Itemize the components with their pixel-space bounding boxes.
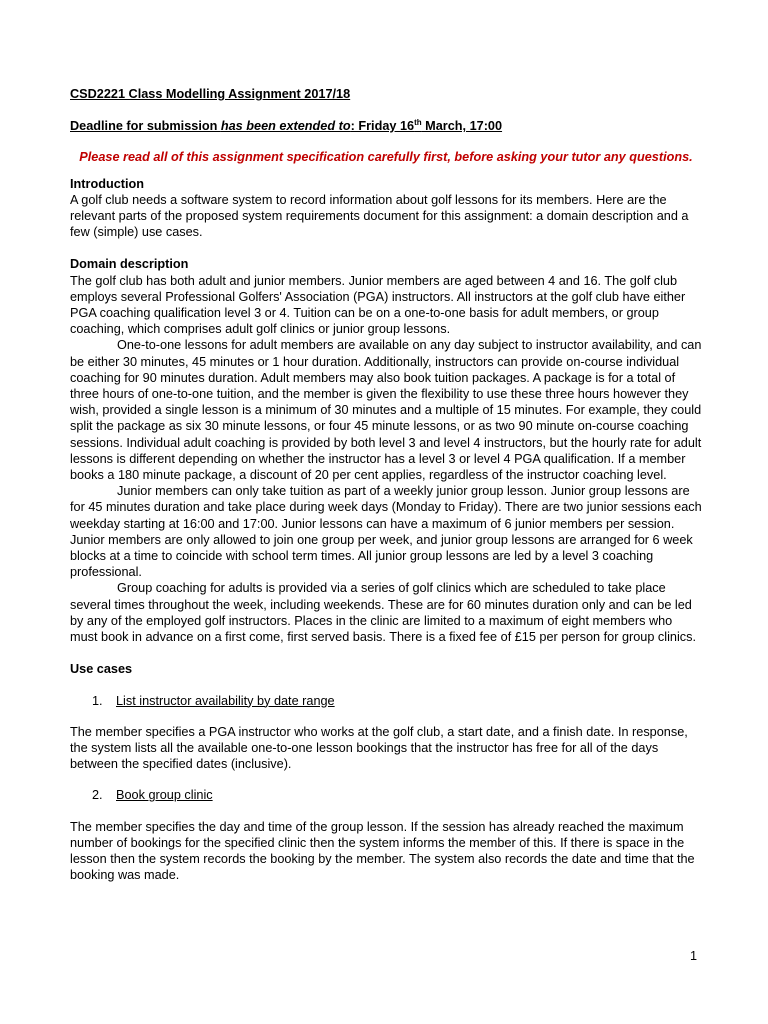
document-body	[70, 86, 702, 883]
use-case-2-title: Book group clinic	[116, 788, 213, 803]
use-case-1-text: The member specifies a PGA instructor who works at the golf club, a start date, and a finish date. In response, the system lists all the available one-to-one lesson bookings that the instructor has free for all of the days between the specified dates (inclusive).	[70, 724, 688, 772]
domain-paragraph-1: The golf club has both adult and junior members. Junior members are aged between 4 and 16. The golf club employs several Professional Golfers' Association (PGA) instructors. All instructors at the golf club have either PGA coaching qualification level 3 or 4. Tuition can be on a one-to-one basis for adult members, or group coaching, which comprises adult golf clinics or junior group lessons.	[70, 273, 686, 337]
domain-paragraph-2: One-to-one lessons for adult members are available on any day subject to instructor availability, and can be either 30 minutes, 45 minutes or 1 hour duration. Additionally, instructors can provide on-course individual coaching for 90 minutes duration. Adult members may also book tuition packages. A package is for a total of three hours of one-to-one tuition, and the member is given the flexibility to use these three hours however they wish, provided a single lesson is a minimum of 30 minutes and a multiple of 15 minutes. For example, they could split the package as six 30 minute lessons, or four 45 minute lessons, or as two 90 minute on-course coaching sessions. Individual adult coaching is provided by both level 3 and level 4 instructors, but the hourly rate for adult lessons is different depending on whether the instructor has a level 3 or level 4 PGA qualification. If a member books a 180 minute package, a discount of 20 per cent applies, regardless of the instructor coaching level.	[70, 338, 702, 483]
deadline-prefix: Deadline for submission	[70, 119, 221, 134]
deadline-line	[70, 118, 702, 134]
use-case-1-header	[92, 693, 702, 709]
spacer	[70, 645, 702, 661]
deadline-italic: has been extended to	[220, 119, 351, 134]
warning-notice: Please read all of this assignment specification carefully first, before asking your tutor any questions.	[79, 150, 693, 165]
introduction-text: A golf club needs a software system to record information about golf lessons for its members. Here are the relevant parts of the proposed system requirements document for this assignment: a domain description and a few (simple) use cases.	[70, 192, 689, 240]
domain-paragraph-4: Group coaching for adults is provided via a series of golf clinics which are scheduled to take place several times throughout the week, including weekends. These are for 60 minutes duration only and can be led by any of the employed golf instructors. Places in the clinic are limited to a maximum of eight members who must book in advance on a first come, first served basis. There is a fixed fee of £15 per person for group clinics.	[70, 581, 696, 645]
domain-paragraph-3: Junior members can only take tuition as part of a weekly junior group lesson. Junior group lessons are for 45 minutes duration and take place during week days (Monday to Friday). There are two junior sessions each weekday starting at 16:00 and 17:00. Junior lessons can have a maximum of 6 junior members per session. Junior members are only allowed to join one group per week, and junior group lessons are arranged for 6 week blocks at a time to coincide with school term times. All junior group lessons are led by a level 3 coaching professional.	[70, 484, 702, 580]
page-number: 1	[690, 949, 698, 963]
introduction-heading: Introduction	[70, 176, 144, 191]
document-title: CSD2221 Class Modelling Assignment 2017/18	[70, 87, 351, 101]
deadline-suffix: March, 17:00	[421, 119, 503, 134]
deadline-middle: : Friday 16	[350, 119, 415, 134]
use-case-1-number: 1.	[92, 693, 103, 708]
use-case-2-text: The member specifies the day and time of the group lesson. If the session has already reached the maximum number of bookings for the specified clinic then the system informs the member of this. If there is space in the lesson then the system records the booking by the member. The system also records the date and time that the booking was made.	[70, 819, 695, 883]
use-case-2-number: 2.	[92, 788, 103, 803]
deadline-sup: th	[414, 117, 422, 127]
domain-heading: Domain description	[70, 257, 189, 272]
use-case-2-header	[92, 787, 702, 803]
use-case-1-title: List instructor availability by date range	[116, 693, 335, 708]
use-cases-heading: Use cases	[70, 662, 133, 677]
spacer	[70, 240, 702, 256]
